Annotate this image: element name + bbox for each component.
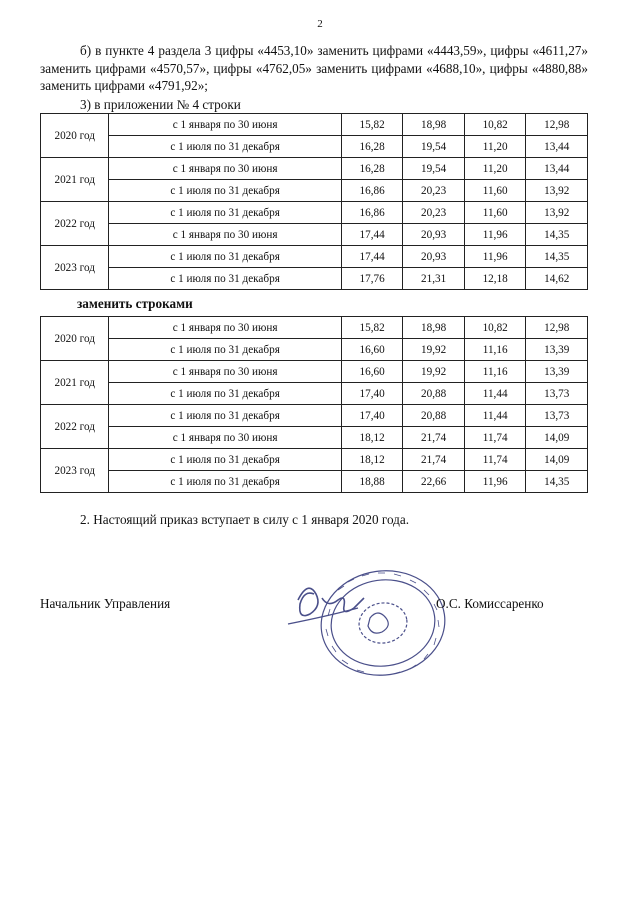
table-row [41,158,588,180]
period-cell: с 1 января по 30 июня [109,224,341,246]
value-cell: 19,54 [403,158,465,180]
page-number: 2 [317,18,323,30]
value-cell: 13,73 [526,405,588,427]
year-cell: 2021 год [41,158,109,202]
table-row [41,114,588,136]
value-cell: 22,66 [403,471,465,493]
value-cell: 10,82 [464,317,526,339]
period-cell: с 1 июля по 31 декабря [109,268,341,290]
period-cell: с 1 июля по 31 декабря [109,471,341,493]
value-cell: 13,39 [526,339,588,361]
period-cell: с 1 июля по 31 декабря [109,405,341,427]
value-cell: 12,18 [464,268,526,290]
year-cell: 2020 год [41,114,109,158]
value-cell: 17,44 [341,246,403,268]
value-cell: 20,88 [403,405,465,427]
value-cell: 13,92 [526,202,588,224]
period-cell: с 1 января по 30 июня [109,427,341,449]
period-cell: с 1 января по 30 июня [109,114,341,136]
value-cell: 11,60 [464,180,526,202]
table-row [41,383,588,405]
value-cell: 18,12 [341,449,403,471]
table-row [41,136,588,158]
value-cell: 19,54 [403,136,465,158]
table-row [41,202,588,224]
value-cell: 13,92 [526,180,588,202]
period-cell: с 1 июля по 31 декабря [109,202,341,224]
value-cell: 13,39 [526,361,588,383]
seal-and-signature-icon [278,560,458,685]
table-row [41,224,588,246]
value-cell: 11,96 [464,471,526,493]
period-cell: с 1 июля по 31 декабря [109,246,341,268]
period-cell: с 1 июля по 31 декабря [109,339,341,361]
period-cell: с 1 января по 30 июня [109,158,341,180]
paragraph-2: 2. Настоящий приказ вступает в силу с 1 января 2020 года. [80,512,410,527]
signatory-name: О.С. Комиссаренко [436,596,544,611]
value-cell: 11,74 [464,449,526,471]
year-cell: 2020 год [41,317,109,361]
value-cell: 13,44 [526,136,588,158]
value-cell: 17,40 [341,405,403,427]
value-cell: 20,88 [403,383,465,405]
value-cell: 11,20 [464,158,526,180]
value-cell: 11,60 [464,202,526,224]
value-cell: 11,16 [464,339,526,361]
value-cell: 15,82 [341,114,403,136]
value-cell: 13,73 [526,383,588,405]
year-cell: 2023 год [41,449,109,493]
value-cell: 19,92 [403,339,465,361]
table-row [41,361,588,383]
value-cell: 18,12 [341,427,403,449]
period-cell: с 1 июля по 31 декабря [109,136,341,158]
value-cell: 17,40 [341,383,403,405]
value-cell: 16,86 [341,202,403,224]
value-cell: 20,23 [403,202,465,224]
value-cell: 14,35 [526,471,588,493]
value-cell: 14,35 [526,246,588,268]
new-rows-table [40,316,588,493]
table-row [41,246,588,268]
value-cell: 16,86 [341,180,403,202]
value-cell: 10,82 [464,114,526,136]
value-cell: 19,92 [403,361,465,383]
period-cell: с 1 июля по 31 декабря [109,180,341,202]
value-cell: 16,28 [341,136,403,158]
value-cell: 11,96 [464,246,526,268]
value-cell: 18,98 [403,114,465,136]
table-row [41,268,588,290]
value-cell: 12,98 [526,114,588,136]
table-row [41,317,588,339]
value-cell: 11,44 [464,405,526,427]
value-cell: 11,20 [464,136,526,158]
value-cell: 14,62 [526,268,588,290]
value-cell: 11,96 [464,224,526,246]
value-cell: 16,60 [341,339,403,361]
table-row [41,449,588,471]
old-rows-table [40,113,588,290]
value-cell: 14,09 [526,427,588,449]
value-cell: 21,31 [403,268,465,290]
value-cell: 14,35 [526,224,588,246]
table-row [41,471,588,493]
value-cell: 17,44 [341,224,403,246]
paragraph-3: 3) в приложении № 4 строки [80,97,241,112]
table-row [41,180,588,202]
signatory-position: Начальник Управления [40,596,171,611]
value-cell: 20,93 [403,246,465,268]
period-cell: с 1 января по 30 июня [109,361,341,383]
replace-label: заменить строками [77,296,193,311]
value-cell: 11,44 [464,383,526,405]
value-cell: 18,88 [341,471,403,493]
value-cell: 11,74 [464,427,526,449]
value-cell: 15,82 [341,317,403,339]
value-cell: 21,74 [403,427,465,449]
value-cell: 16,28 [341,158,403,180]
value-cell: 20,23 [403,180,465,202]
year-cell: 2023 год [41,246,109,290]
year-cell: 2022 год [41,202,109,246]
value-cell: 11,16 [464,361,526,383]
table-row [41,427,588,449]
value-cell: 18,98 [403,317,465,339]
paragraph-b: б) в пункте 4 раздела 3 цифры «4453,10» заменить цифрами «4443,59», цифры «4611,27» заменить цифрами «4570,57», цифры «4762,05» заменить цифрами «4688,10», цифры «4880,88» заменить цифрами «4791,92»; [40,43,588,93]
period-cell: с 1 июля по 31 декабря [109,383,341,405]
year-cell: 2021 год [41,361,109,405]
value-cell: 16,60 [341,361,403,383]
value-cell: 20,93 [403,224,465,246]
table-row [41,405,588,427]
year-cell: 2022 год [41,405,109,449]
value-cell: 14,09 [526,449,588,471]
period-cell: с 1 июля по 31 декабря [109,449,341,471]
value-cell: 13,44 [526,158,588,180]
value-cell: 21,74 [403,449,465,471]
value-cell: 12,98 [526,317,588,339]
period-cell: с 1 января по 30 июня [109,317,341,339]
value-cell: 17,76 [341,268,403,290]
table-row [41,339,588,361]
